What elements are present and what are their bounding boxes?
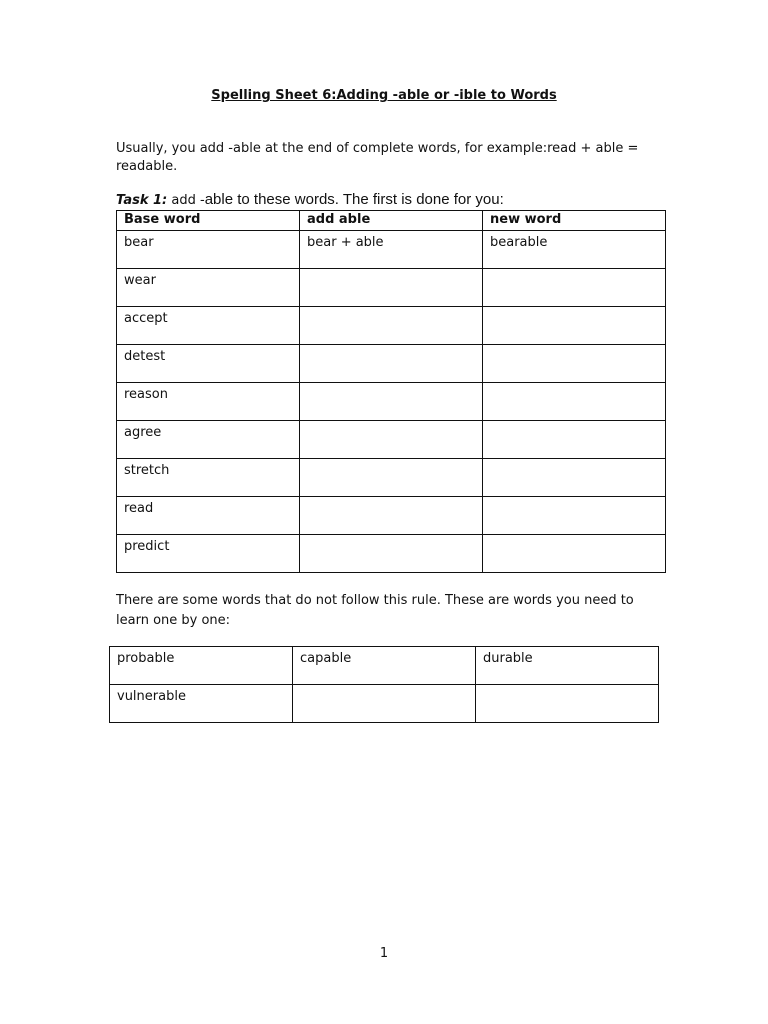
task-table xyxy=(116,210,666,573)
table-row xyxy=(117,345,666,383)
new-word-cell[interactable] xyxy=(483,345,666,383)
base-word-cell: detest xyxy=(117,345,300,383)
exception-word-cell: durable xyxy=(476,647,659,685)
new-word-cell[interactable] xyxy=(483,459,666,497)
add-able-cell[interactable] xyxy=(300,269,483,307)
header-new-word: new word xyxy=(483,211,666,231)
add-able-cell[interactable] xyxy=(300,535,483,573)
exceptions-note: There are some words that do not follow this rule. These are words you need to learn one by one: xyxy=(116,593,634,628)
new-word-cell[interactable] xyxy=(483,307,666,345)
task-rest: able to these words. The first is done for you: xyxy=(204,191,504,208)
exception-word-cell: capable xyxy=(293,647,476,685)
header-base-word: Base word xyxy=(117,211,300,231)
base-word-cell: predict xyxy=(117,535,300,573)
table-row xyxy=(117,497,666,535)
new-word-cell[interactable] xyxy=(483,383,666,421)
task-table-header-row xyxy=(117,211,666,231)
empty-cell xyxy=(476,685,659,723)
add-able-cell: bear + able xyxy=(300,231,483,269)
task-prefix: add - xyxy=(167,193,205,208)
new-word-cell[interactable] xyxy=(483,535,666,573)
table-row xyxy=(117,535,666,573)
table-row xyxy=(117,383,666,421)
new-word-cell[interactable] xyxy=(483,421,666,459)
task-label: Task 1: xyxy=(116,193,168,208)
new-word-cell: bearable xyxy=(483,231,666,269)
exception-word-cell: vulnerable xyxy=(110,685,293,723)
base-word-cell: accept xyxy=(117,307,300,345)
add-able-cell[interactable] xyxy=(300,307,483,345)
table-row xyxy=(117,269,666,307)
base-word-cell: read xyxy=(117,497,300,535)
add-able-cell[interactable] xyxy=(300,459,483,497)
base-word-cell: agree xyxy=(117,421,300,459)
table-row xyxy=(117,231,666,269)
new-word-cell[interactable] xyxy=(483,269,666,307)
base-word-cell: bear xyxy=(117,231,300,269)
base-word-cell: reason xyxy=(117,383,300,421)
page-number: 1 xyxy=(379,946,389,961)
add-able-cell[interactable] xyxy=(300,421,483,459)
base-word-cell: wear xyxy=(117,269,300,307)
header-add-able: add able xyxy=(300,211,483,231)
exceptions-table xyxy=(109,646,659,723)
table-row xyxy=(117,307,666,345)
intro-paragraph: Usually, you add -able at the end of complete words, for example:read + able = readable. xyxy=(116,141,639,174)
task-instruction xyxy=(116,191,504,208)
table-row xyxy=(117,459,666,497)
empty-cell xyxy=(293,685,476,723)
table-row xyxy=(110,685,659,723)
add-able-cell[interactable] xyxy=(300,345,483,383)
add-able-cell[interactable] xyxy=(300,497,483,535)
add-able-cell[interactable] xyxy=(300,383,483,421)
exception-word-cell: probable xyxy=(110,647,293,685)
new-word-cell[interactable] xyxy=(483,497,666,535)
page-title: Spelling Sheet 6:Adding -able or -ible to Words xyxy=(211,88,557,103)
table-row xyxy=(117,421,666,459)
table-row xyxy=(110,647,659,685)
base-word-cell: stretch xyxy=(117,459,300,497)
